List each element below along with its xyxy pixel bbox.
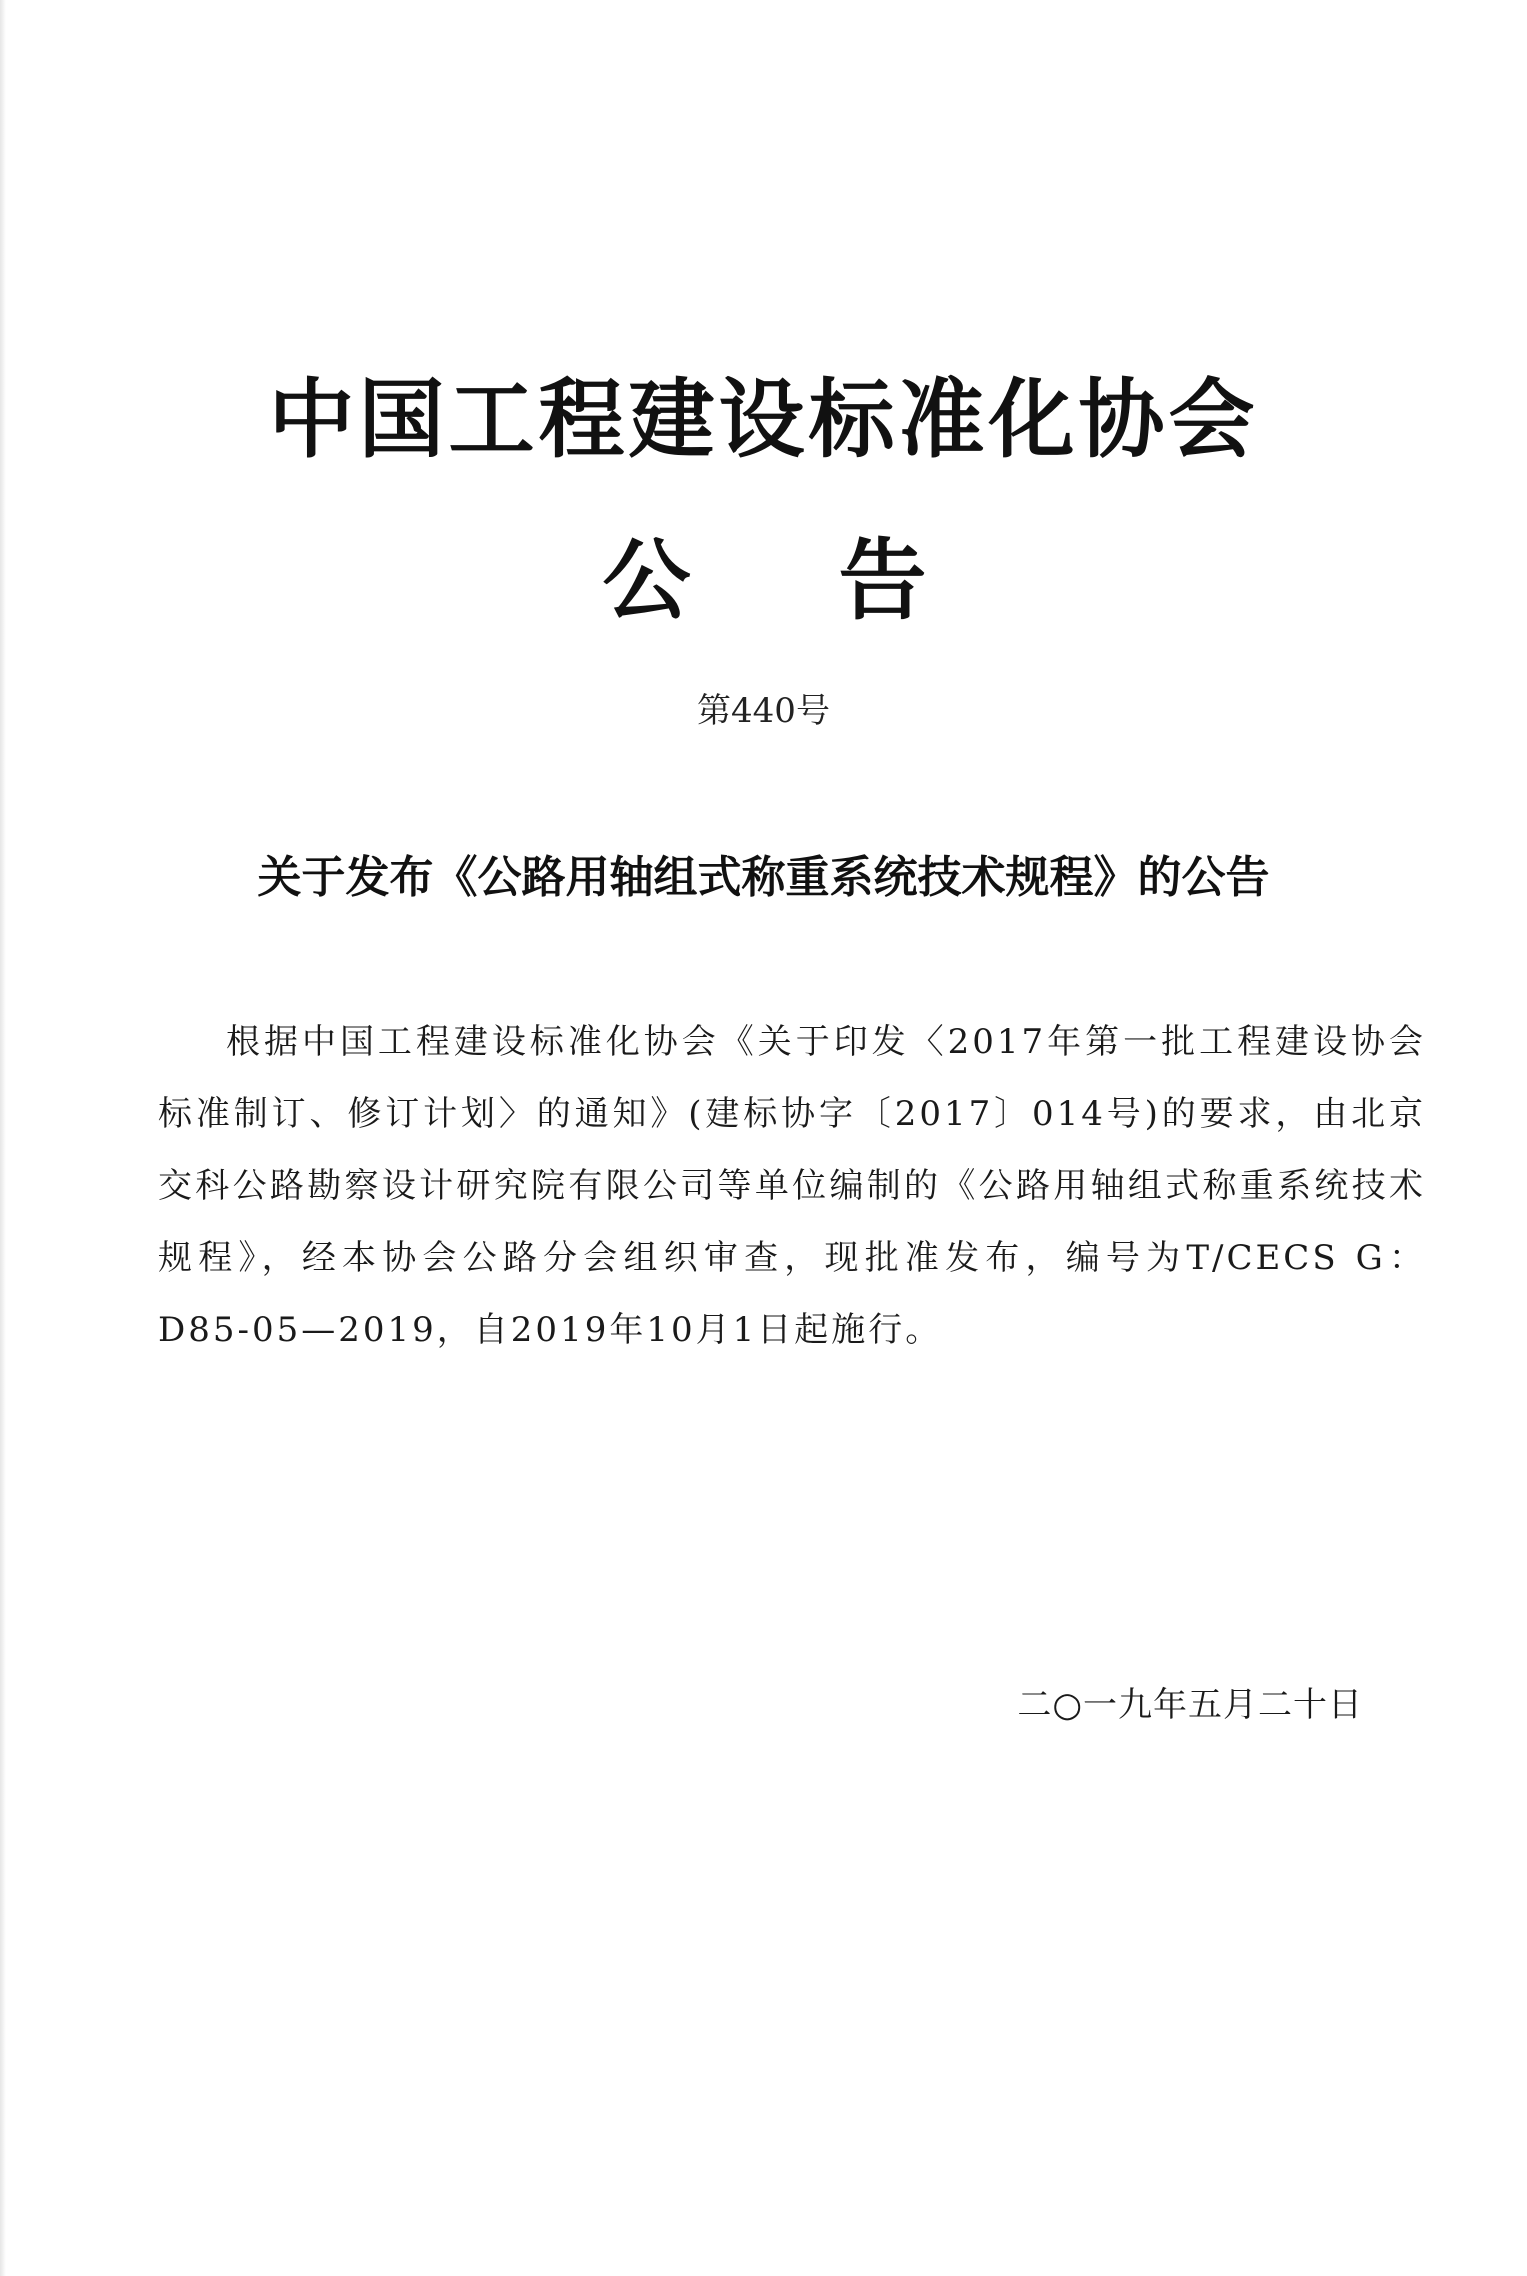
- notice-title: [0, 526, 1527, 636]
- issue-date: 二○一九年五月二十日: [1017, 1685, 1363, 1725]
- announcement-subject: 关于发布《公路用轴组式称重系统技术规程》的公告: [257, 852, 1270, 903]
- organization-title: 中国工程建设标准化协会: [268, 370, 1259, 470]
- notice-title-char-2: 告: [838, 529, 927, 632]
- notice-title-char-1: 公: [602, 529, 691, 632]
- page-edge-shadow: [0, 0, 6, 2276]
- announcement-body: 根据中国工程建设标准化协会《关于印发〈2017年第一批工程建设协会标准制订、修订计划〉的通知》(建标协字〔2017〕014号)的要求，由北京交科公路勘察设计研究院有限公司等单位编制的《公路用轴组式称重系统技术规程》，经本协会公路分会组织审查，现批准发布，编号为T/CECS G：D85-05—2019，自2019年10月1日起施行。: [158, 1022, 1426, 1350]
- document-number: 第440号: [697, 691, 830, 731]
